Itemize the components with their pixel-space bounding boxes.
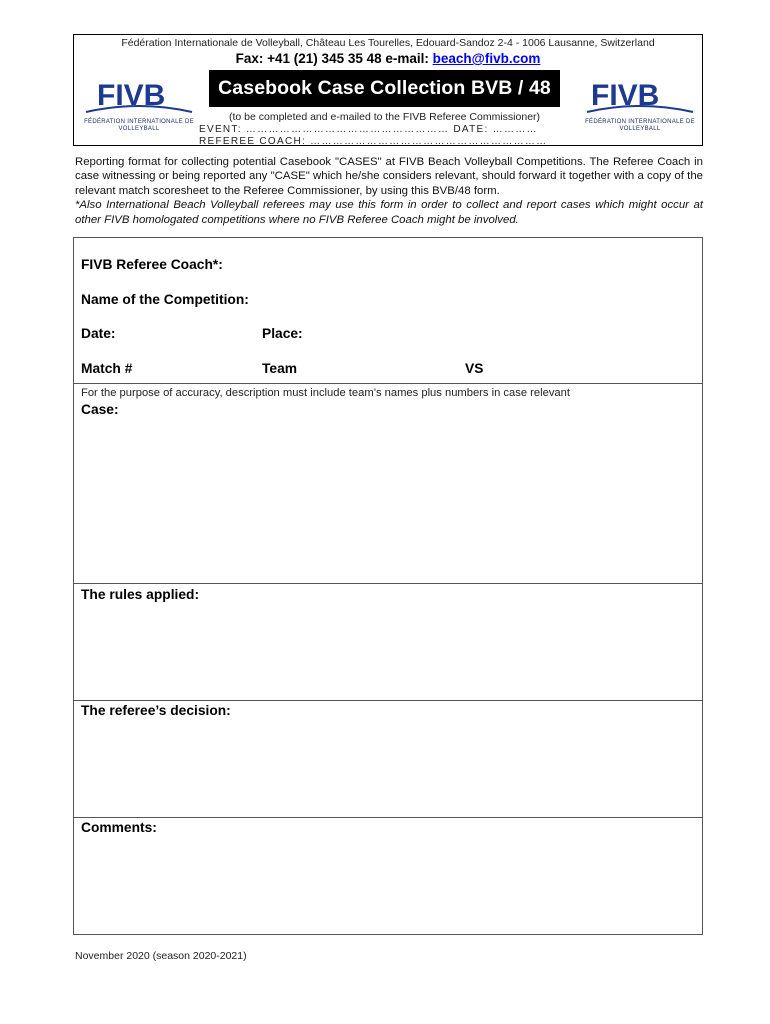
date-label: Date:	[81, 326, 116, 341]
fivb-logo-left	[84, 78, 194, 133]
email-link[interactable]: beach@fivb.com	[432, 51, 541, 66]
federation-address: Fédération Internationale de Volleyball, Château Les Tourelles, Edouard-Sandoz 2-4 - 1006 Lausanne, Switzerland	[121, 37, 655, 49]
comments-label: Comments:	[81, 820, 157, 835]
team-label: Team	[262, 361, 298, 376]
divider-case	[73, 583, 703, 584]
fax-email-line	[73, 51, 703, 66]
logo-left-wordmark: FIVB	[97, 79, 166, 112]
logo-right-caption: FÉDÉRATION INTERNATIONALE DE VOLLEYBALL	[585, 119, 695, 132]
logo-right-wordmark: FIVB	[591, 79, 660, 112]
accuracy-note: For the purpose of accuracy, description must include team’s names plus numbers in case relevant	[81, 387, 570, 399]
place-label: Place:	[262, 326, 303, 341]
logo-left-caption: FÉDÉRATION INTERNATIONALE DE VOLLEYBALL	[84, 119, 194, 132]
rules-applied-label: The rules applied:	[81, 587, 200, 602]
competition-label: Name of the Competition:	[81, 292, 249, 307]
intro-paragraph: Reporting format for collecting potential Casebook "CASES" at FIVB Beach Volleyball Competitions. The Referee Coach in case witnessing or being reported any "CASE" which he/she considers relevant, should forward it together with a copy of the relevant match scoresheet to the Referee Commissioner, by using this BVB/48 form.	[75, 156, 703, 197]
intro-text	[75, 155, 703, 227]
referee-coach-label: FIVB Referee Coach*:	[81, 257, 223, 272]
divider-rules	[73, 700, 703, 701]
match-label: Match #	[81, 361, 133, 376]
fivb-logo-right	[585, 78, 695, 133]
referee-coach-line: REFEREE COACH: ………………………………………………………	[199, 136, 548, 147]
fivb-logo-right-icon	[585, 78, 695, 114]
event-date-line: EVENT: ……………………………………………… DATE: …………	[199, 124, 538, 135]
fax-label: Fax: +41 (21) 345 35 48 e-mail:	[235, 51, 433, 66]
form-box	[73, 237, 703, 935]
divider-decision	[73, 817, 703, 818]
case-label: Case:	[81, 402, 119, 417]
footer-date: November 2020 (season 2020-2021)	[75, 950, 247, 962]
divider-details	[73, 383, 703, 384]
fivb-logo-left-icon	[84, 78, 194, 114]
form-subtitle: (to be completed and e-mailed to the FIVB Referee Commissioner)	[228, 111, 541, 123]
vs-label: VS	[465, 361, 484, 376]
referee-decision-label: The referee’s decision:	[81, 703, 231, 718]
intro-note: *Also International Beach Volleyball referees may use this form in order to collect and report cases which might occur at other FIVB homologated competitions where no FIVB Referee Coach might be involved.	[75, 199, 703, 226]
form-title: Casebook Case Collection BVB / 48	[209, 70, 560, 107]
